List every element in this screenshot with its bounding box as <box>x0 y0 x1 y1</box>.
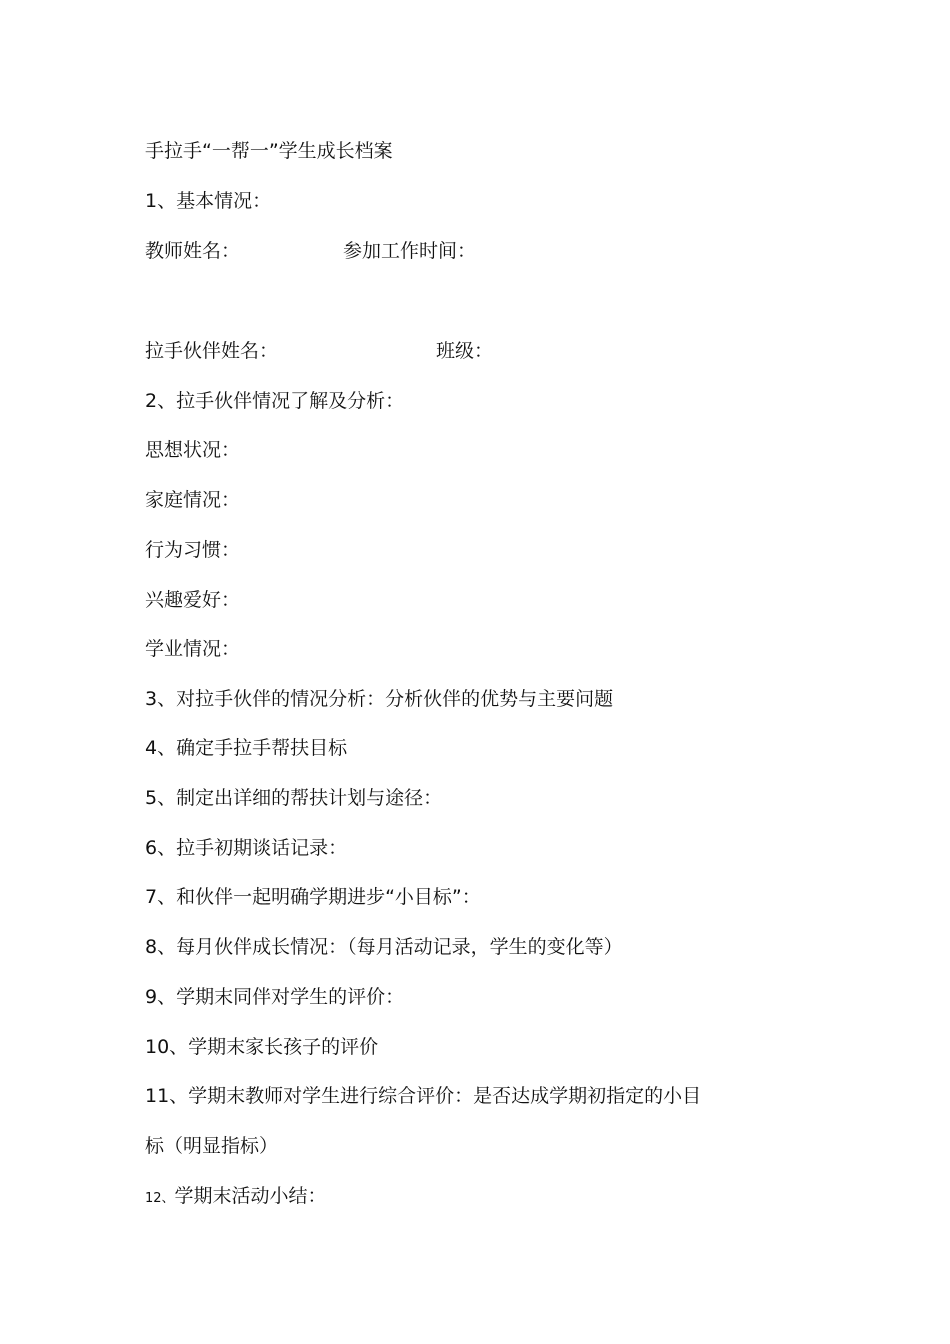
work-start-label: 参加工作时间： <box>343 240 477 262</box>
document-title: 手拉手“一帮一”学生成长档案 <box>145 140 393 162</box>
section-4-heading: 4、确定手拉手帮扶目标 <box>145 737 348 759</box>
thought-label: 思想状况： <box>145 439 241 461</box>
teacher-info-row <box>145 238 476 264</box>
family-label: 家庭情况： <box>145 489 241 511</box>
partner-name-label: 拉手伙伴姓名： <box>145 340 279 362</box>
section-8-heading: 8、每月伙伴成长情况：（每月活动记录，学生的变化等） <box>145 936 623 958</box>
section-11-heading-line-2: 标（明显指标） <box>145 1135 279 1157</box>
behavior-label: 行为习惯： <box>145 539 241 561</box>
section-2-heading: 2、拉手伙伴情况了解及分析： <box>145 390 405 412</box>
study-label: 学业情况： <box>145 638 241 660</box>
interest-label: 兴趣爱好： <box>145 589 241 611</box>
section-3-heading: 3、对拉手伙伴的情况分析：分析伙伴的优势与主要问题 <box>145 688 614 710</box>
section-10-heading: 10、学期末家长孩子的评价 <box>145 1036 379 1058</box>
section-1-heading: 1、基本情况： <box>145 190 272 212</box>
section-7-heading: 7、和伙伴一起明确学期进步“小目标”： <box>145 886 481 908</box>
teacher-name-label: 教师姓名： <box>145 240 241 262</box>
section-12-heading <box>145 1183 327 1212</box>
partner-info-row <box>145 338 493 364</box>
section-5-heading: 5、制定出详细的帮扶计划与途径： <box>145 787 443 809</box>
class-label: 班级： <box>436 340 494 362</box>
section-11-heading-line-1: 11、学期末教师对学生进行综合评价：是否达成学期初指定的小目 <box>145 1085 702 1107</box>
section-12-number: 12、 <box>145 1191 175 1206</box>
section-9-heading: 9、学期末同伴对学生的评价： <box>145 986 405 1008</box>
section-6-heading: 6、拉手初期谈话记录： <box>145 837 348 859</box>
section-12-text: 学期末活动小结： <box>174 1185 327 1207</box>
